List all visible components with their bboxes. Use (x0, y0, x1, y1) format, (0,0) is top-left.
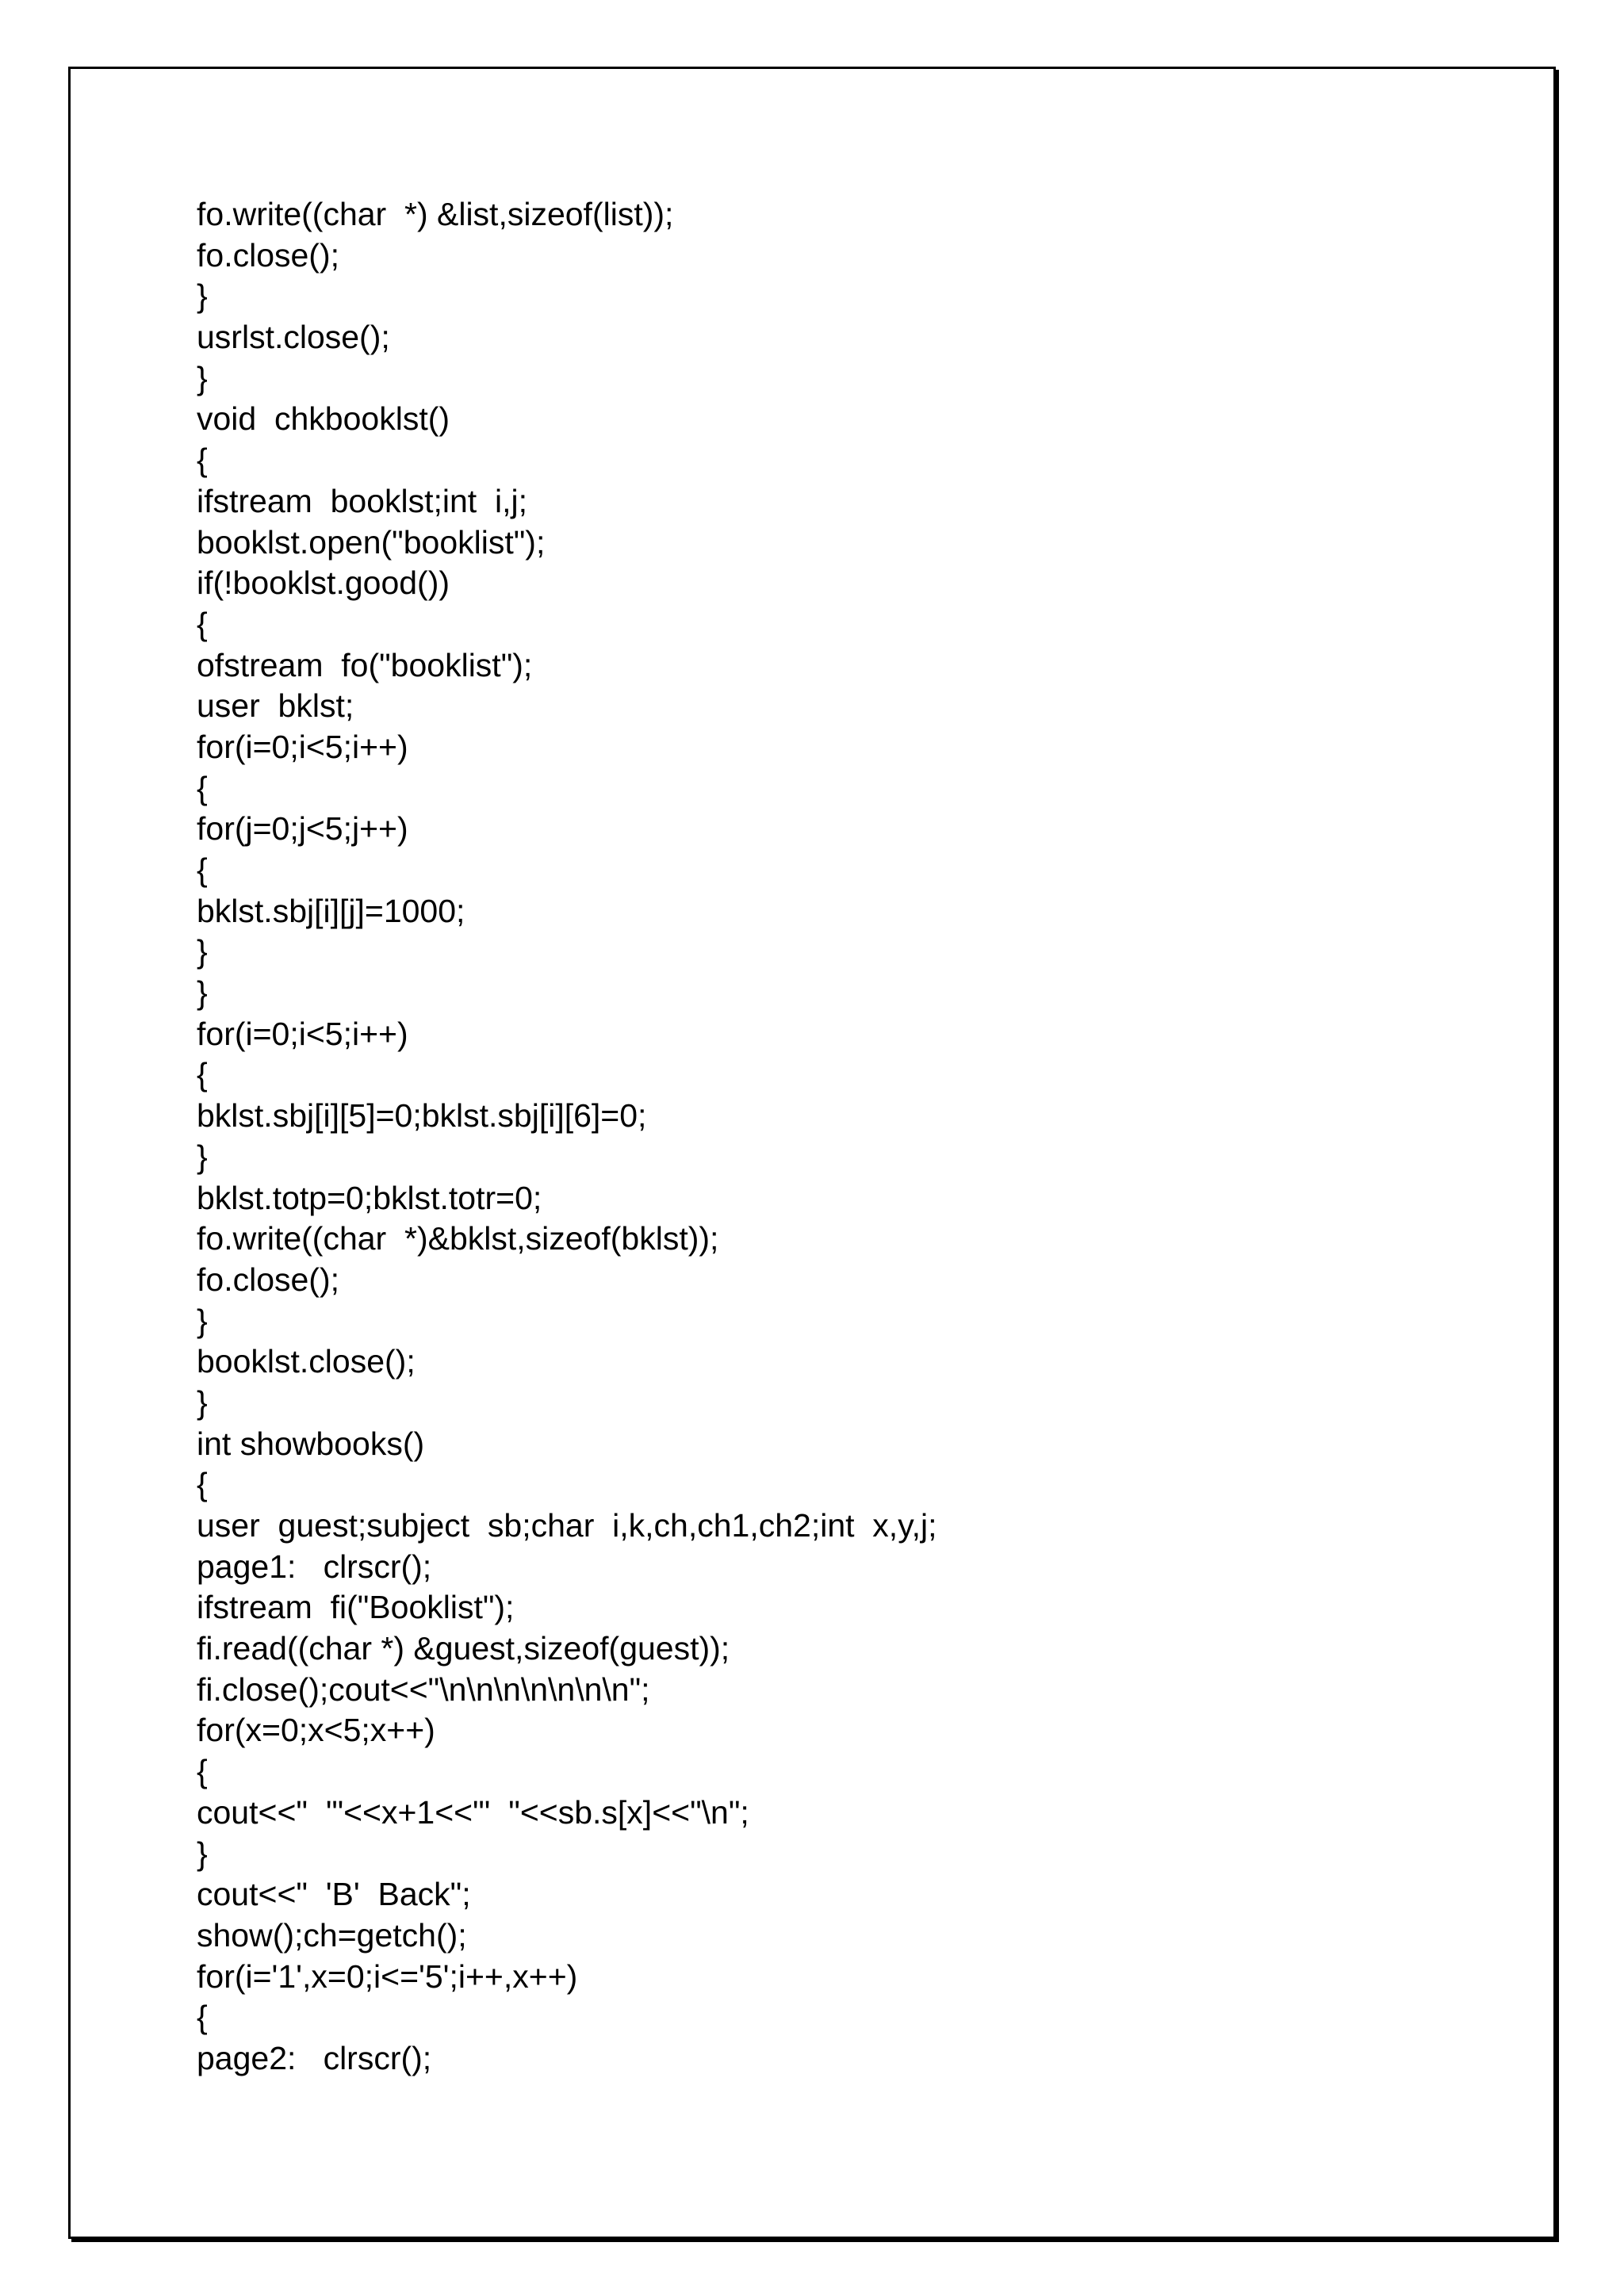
code-line: if(!booklst.good()) (197, 564, 450, 602)
code-line: fo.write((char *) &list,sizeof(list)); (197, 196, 674, 232)
code-line: user guest;subject sb;char i,k,ch,ch1,ch2;int x,y,j; (197, 1507, 937, 1544)
code-line: fo.close(); (197, 1261, 339, 1298)
code-line: fi.close();cout<<"\n\n\n\n\n\n\n"; (197, 1670, 650, 1708)
code-line: ifstream fi("Booklist"); (197, 1589, 515, 1626)
code-line: fo.write((char *)&bklst,sizeof(bklst)); (197, 1220, 719, 1257)
code-line: bklst.totp=0;bklst.totr=0; (197, 1179, 542, 1216)
code-line: } (197, 1383, 208, 1421)
code-line: usrlst.close(); (197, 319, 390, 356)
code-line: { (197, 1056, 208, 1093)
code-line: { (197, 851, 208, 888)
code-line: { (197, 769, 208, 806)
code-line: } (197, 1138, 208, 1175)
code-line: int showbooks() (197, 1425, 425, 1462)
code-line: { (197, 1753, 208, 1790)
code-line: booklst.close(); (197, 1343, 416, 1380)
code-line: { (197, 605, 208, 642)
code-line: fi.read((char *) &guest,sizeof(guest)); (197, 1630, 730, 1667)
code-line: for(i=0;i<5;i++) (197, 1015, 408, 1052)
code-line: for(i='1',x=0;i<='5';i++,x++) (197, 1957, 578, 1995)
code-line: cout<<" '"<<x+1<<"' "<<sb.s[x]<<"\n"; (197, 1793, 749, 1831)
code-line: } (197, 933, 208, 970)
code-line: page1: clrscr(); (197, 1548, 432, 1585)
code-line: } (197, 359, 208, 396)
code-line: void chkbooklst() (197, 400, 450, 438)
code-line: for(j=0;j<5;j++) (197, 810, 408, 848)
code-line: for(x=0;x<5;x++) (197, 1712, 435, 1749)
code-listing (197, 194, 937, 2080)
code-line: } (197, 974, 208, 1012)
code-line: } (197, 1302, 208, 1339)
code-line: bklst.sbj[i][5]=0;bklst.sbj[i][6]=0; (197, 1097, 647, 1135)
code-line: booklst.open("booklist"); (197, 523, 546, 561)
code-line: for(i=0;i<5;i++) (197, 728, 408, 765)
code-line: page2: clrscr(); (197, 2039, 432, 2076)
code-line: bklst.sbj[i][j]=1000; (197, 892, 465, 929)
code-line: { (197, 442, 208, 479)
code-line: } (197, 1835, 208, 1872)
code-line: show();ch=getch(); (197, 1916, 467, 1954)
code-line: ifstream booklst;int i,j; (197, 482, 527, 519)
code-line: { (197, 1466, 208, 1503)
code-line: fo.close(); (197, 236, 339, 274)
code-line: ofstream fo("booklist"); (197, 646, 533, 683)
code-line: } (197, 277, 208, 315)
code-line: cout<<" 'B' Back"; (197, 1876, 471, 1913)
code-line: user bklst; (197, 687, 354, 725)
code-line: { (197, 1999, 208, 2036)
